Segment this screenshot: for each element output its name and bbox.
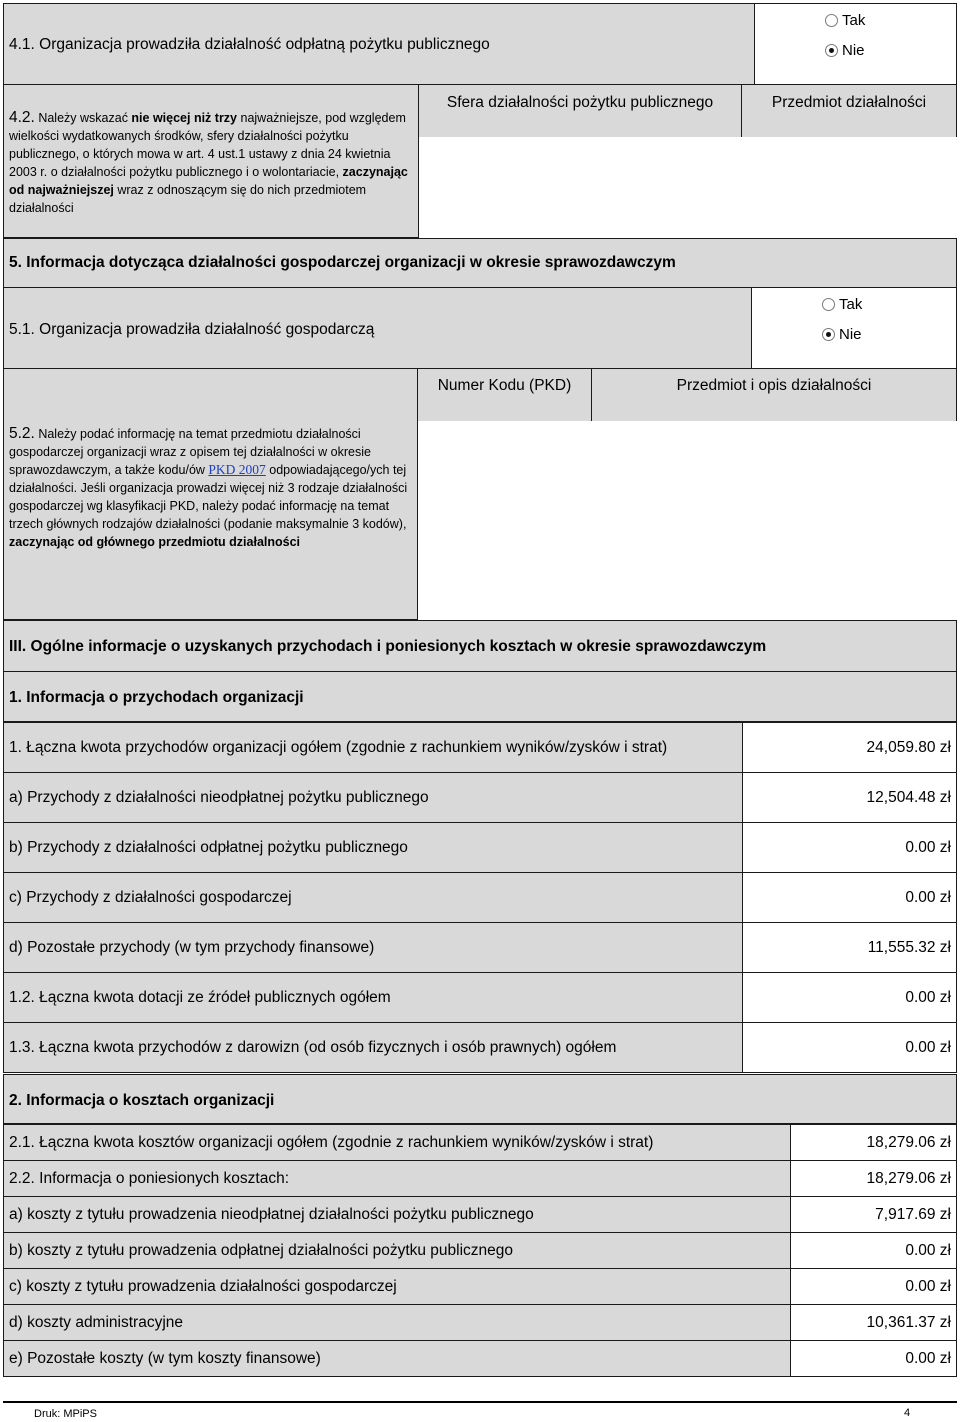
s42-number: 4.2. (9, 109, 35, 126)
finance-row-value-cell (742, 1022, 957, 1073)
finance-row-value: 0.00 zł (905, 1242, 951, 1259)
s41-option-nie[interactable] (825, 42, 865, 59)
finance-row-label: d) Pozostałe przychody (w tym przychody finansowe) (9, 939, 375, 956)
s51-option-nie[interactable] (822, 326, 862, 343)
finance-row-label: a) Przychody z działalności nieodpłatnej pożytku publicznego (9, 789, 429, 806)
finance-row-label: 1.3. Łączna kwota przychodów z darowizn (od osób fizycznych i osób prawnych) ogółem (9, 1039, 617, 1056)
finance-row-value: 0.00 zł (905, 889, 951, 906)
finance-row-value-cell (790, 1340, 957, 1377)
finance-row-value: 24,059.80 zł (866, 739, 951, 756)
finance-row-label-cell (3, 1022, 743, 1073)
finance-row-value-cell (742, 972, 957, 1023)
finance-row-value: 0.00 zł (905, 1278, 951, 1295)
costs-heading: 2. Informacja o kosztach organizacji (9, 1092, 275, 1109)
finance-row-label-cell (3, 822, 743, 873)
pkd-2007-link[interactable]: PKD 2007 (208, 462, 266, 477)
finance-row-value: 18,279.06 zł (866, 1170, 951, 1187)
finance-row-label: c) koszty z tytułu prowadzenia działalności gospodarczej (9, 1278, 397, 1295)
s42-desc-cell (3, 84, 419, 238)
radio-nie-checked-icon[interactable] (822, 328, 835, 341)
finance-row-label: 2.1. Łączna kwota kosztów organizacji ogółem (zgodnie z rachunkiem wyników/zysków i strat) (9, 1134, 654, 1151)
finance-row-label-cell (3, 1268, 791, 1305)
s42-description (9, 109, 414, 217)
s3-heading-cell (3, 620, 957, 672)
finance-row-value-cell (742, 722, 957, 773)
s42-desc-part: Należy wskazać (34, 111, 132, 125)
footer-rule (3, 1401, 957, 1403)
s52-entry-area (417, 421, 957, 620)
income-heading-cell (3, 671, 957, 722)
finance-row-label-cell (3, 972, 743, 1023)
s42-header-col2 (741, 84, 957, 138)
s3-heading: III. Ogólne informacje o uzyskanych przychodach i poniesionych kosztach w okresie sprawozdawczym (9, 638, 767, 655)
finance-row-label-cell (3, 1196, 791, 1233)
income-heading: 1. Informacja o przychodach organizacji (9, 689, 304, 706)
s5-heading-cell (3, 238, 957, 288)
finance-row-label-cell (3, 1160, 791, 1197)
radio-tak-icon[interactable] (822, 298, 835, 311)
finance-row-value-cell (790, 1124, 957, 1161)
s42-col1-header: Sfera działalności pożytku publicznego (446, 94, 714, 111)
finance-row-label: b) koszty z tytułu prowadzenia odpłatnej działalności pożytku publicznego (9, 1242, 514, 1259)
finance-row-label-cell (3, 922, 743, 973)
s52-col1-header: Numer Kodu (PKD) (437, 377, 572, 394)
s42-desc-part: najważniejsze, pod względem wielkości wydatkowanych środków, sfery działalności pożytku publicznego, o których mowa w art. 4 ust.1 ustawy z dnia 24 kwietnia 2003 r. o działalności pożytku publicznego i o wolontariacie, (9, 111, 406, 179)
finance-row-label-cell (3, 1304, 791, 1341)
finance-row-label: c) Przychody z działalności gospodarczej (9, 889, 292, 906)
finance-row-value: 0.00 zł (905, 839, 951, 856)
s52-text-b: odpowiadającego/ych tej działalności. Jeśli organizacja prowadzi więcej niż 3 rodzaje działalności gospodarczej wg klasyfikacji PKD, należy podać informację na temat trzech głównych rodzajów działalności (podanie maksymalnie 3 kodów), (9, 463, 408, 531)
s51-label: 5.1. Organizacja prowadziła działalność gospodarczą (9, 321, 375, 338)
finance-row-value: 11,555.32 zł (867, 939, 951, 956)
s52-bold-text: zaczynając od głównego przedmiotu działalności (9, 535, 301, 549)
finance-row-value-cell (742, 872, 957, 923)
s51-option-nie-label: Nie (839, 326, 862, 343)
s52-description (9, 425, 409, 551)
costs-heading-cell (3, 1074, 957, 1124)
finance-row-label: 1.2. Łączna kwota dotacji ze źródeł publicznych ogółem (9, 989, 391, 1006)
finance-row-value: 12,504.48 zł (866, 789, 951, 806)
finance-row-value-cell (790, 1304, 957, 1341)
s51-option-tak-label: Tak (839, 296, 863, 313)
finance-row-label: 2.2. Informacja o poniesionych kosztach: (9, 1170, 290, 1187)
finance-row-label-cell (3, 1232, 791, 1269)
s52-text-a: Należy podać informację na temat przedmiotu działalności gospodarczej organizacji wraz z opisem tej działalności w okresie sprawozdawczym, a także kodu/ów (9, 427, 371, 477)
finance-row-value: 7,917.69 zł (875, 1206, 951, 1223)
s41-label: 4.1. Organizacja prowadziła działalność odpłatną pożytku publicznego (9, 36, 490, 53)
s52-col2-header: Przedmiot i opis działalności (676, 377, 872, 394)
finance-row-value-cell (742, 772, 957, 823)
finance-row-value-cell (742, 922, 957, 973)
s42-entry-area (418, 137, 957, 238)
finance-row-value-cell (742, 822, 957, 873)
finance-row-value: 0.00 zł (905, 989, 951, 1006)
s42-col2-header: Przedmiot działalności (771, 94, 927, 111)
finance-row-value: 0.00 zł (905, 1039, 951, 1056)
s41-option-tak-label: Tak (842, 12, 866, 29)
s51-label-cell (3, 287, 752, 369)
finance-row-value-cell (790, 1160, 957, 1197)
finance-row-label: d) koszty administracyjne (9, 1314, 184, 1331)
s42-desc-part: zaczynając od najważniejszej (9, 165, 408, 197)
finance-row-label: b) Przychody z działalności odpłatnej pożytku publicznego (9, 839, 408, 856)
finance-row-value-cell (790, 1232, 957, 1269)
s52-header-col2 (591, 368, 957, 422)
s41-option-tak[interactable] (825, 12, 865, 29)
finance-row-label-cell (3, 722, 743, 773)
finance-row-label-cell (3, 772, 743, 823)
s42-desc-part: nie więcej niż trzy (131, 111, 238, 125)
finance-row-value: 10,361.37 zł (866, 1314, 951, 1331)
s51-option-tak[interactable] (822, 296, 862, 313)
finance-row-value-cell (790, 1196, 957, 1233)
finance-row-label-cell (3, 872, 743, 923)
s41-option-nie-label: Nie (842, 42, 865, 59)
s5-heading: 5. Informacja dotycząca działalności gospodarczej organizacji w okresie sprawozdawczym (9, 254, 676, 271)
s41-radio-cell (754, 3, 957, 85)
finance-row-value: 0.00 zł (905, 1350, 951, 1367)
s51-radio-cell (751, 287, 957, 369)
s52-desc-cell (3, 368, 418, 620)
footer-print-info: Druk: MPiPS (34, 1408, 97, 1420)
s52-header-col1 (417, 368, 592, 422)
radio-nie-checked-icon[interactable] (825, 44, 838, 57)
finance-row-label: 1. Łączna kwota przychodów organizacji ogółem (zgodnie z rachunkiem wyników/zysków i strat) (9, 739, 668, 756)
finance-row-value-cell (790, 1268, 957, 1305)
s41-label-cell (3, 3, 755, 85)
finance-row-label-cell (3, 1340, 791, 1377)
footer-page-number: 4 (904, 1407, 911, 1419)
s42-desc-part: wraz z odnoszącym się do nich przedmiotem działalności (9, 183, 367, 215)
s52-number: 5.2. (9, 425, 35, 442)
finance-row-label: a) koszty z tytułu prowadzenia nieodpłatnej działalności pożytku publicznego (9, 1206, 534, 1223)
finance-row-label-cell (3, 1124, 791, 1161)
s42-header-col1 (418, 84, 742, 138)
radio-tak-icon[interactable] (825, 14, 838, 27)
finance-row-value: 18,279.06 zł (866, 1134, 951, 1151)
finance-row-label: e) Pozostałe koszty (w tym koszty finansowe) (9, 1350, 321, 1367)
